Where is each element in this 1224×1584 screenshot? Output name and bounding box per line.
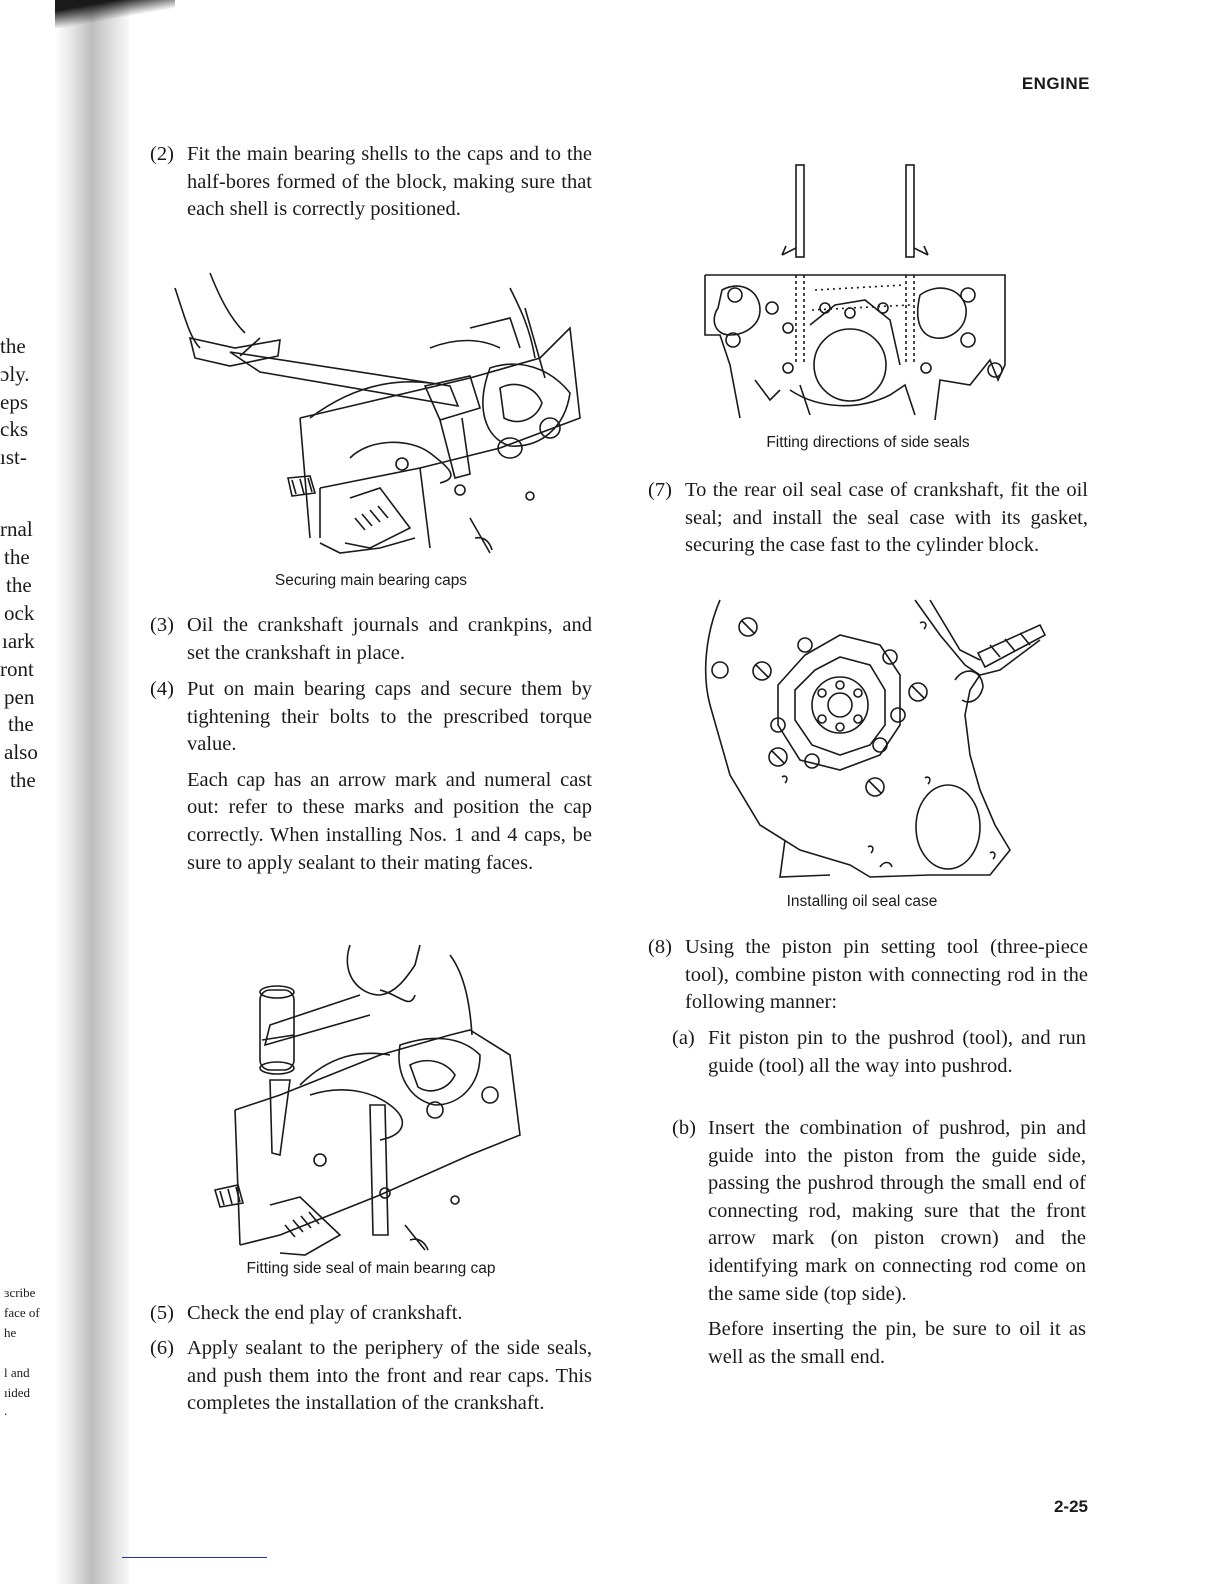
figure-caption: Fitting directions of side seals	[766, 434, 970, 451]
step-note: Before inserting the pin, be sure to oil it as well as the small end.	[708, 1318, 1086, 1368]
step-number: (3)	[150, 614, 174, 636]
bleed-word: ɜcribe	[4, 1285, 36, 1300]
bleed-word: the	[8, 712, 34, 736]
step-8a	[672, 1025, 1086, 1080]
step-6	[150, 1335, 592, 1418]
step-number: (4)	[150, 678, 174, 700]
figure-caption: Fitting side seal of main bearıng cap	[246, 1260, 496, 1277]
step-text: To the rear oil seal case of crankshaft, fit the oil seal; and install the seal case with its gasket, securing the case fast to the cylinder block.	[685, 479, 1088, 557]
bleed-word: ıided	[4, 1385, 30, 1400]
step-3	[150, 612, 592, 667]
figure-caption: Installing oil seal case	[786, 893, 938, 910]
step-text: Fit the main bearing shells to the caps and to the half-bores formed of the block, making sure that each shell is correctly positioned.	[187, 143, 592, 221]
footer-rule	[122, 1557, 267, 1558]
bleed-word: the	[0, 334, 26, 358]
bleed-word: cks	[0, 417, 28, 441]
wrench-on-bearing-cap-illustration	[170, 268, 590, 568]
step-text: Oil the crankshaft journals and crankpins, and set the crankshaft in place.	[187, 614, 592, 664]
step-7	[648, 477, 1088, 560]
bleed-word: the	[10, 768, 36, 792]
bleed-word: ock	[4, 601, 35, 625]
step-text: Fit piston pin to the pushrod (tool), and run guide (tool) all the way into pushrod.	[708, 1027, 1086, 1077]
step-text: Using the piston pin setting tool (three-piece tool), combine piston with connecting rod in the following manner:	[685, 936, 1088, 1014]
section-header: ENGINE	[1021, 74, 1090, 93]
page-number: 2-25	[1053, 1497, 1088, 1516]
bleed-word: the	[6, 573, 32, 597]
bleed-word: the	[4, 545, 30, 569]
bleed-word: he	[4, 1325, 17, 1340]
hammer-on-side-seal-illustration	[210, 935, 530, 1260]
step-number: (5)	[150, 1302, 174, 1324]
figure-caption: Securing main bearing caps	[274, 572, 468, 589]
step-5	[150, 1300, 592, 1328]
bleed-word: rnal	[0, 517, 33, 541]
side-seal-direction-diagram	[700, 160, 1020, 425]
fig-side-seal-directions	[700, 160, 1020, 425]
step-text: Put on main bearing caps and secure them by tightening their bolts to the prescribed torque value.	[187, 678, 592, 756]
step-text: Insert the combination of pushrod, pin and guide into the piston from the guide side, passing the pushrod through the small end of connecting rod, making sure that the front arrow mark (on piston crown) and the identifying mark on connecting rod come on the same side (top side).	[708, 1117, 1086, 1305]
step-number: (b)	[672, 1117, 696, 1139]
step-8	[648, 934, 1088, 1017]
step-number: (2)	[150, 143, 174, 165]
bleed-word: l and	[4, 1365, 30, 1380]
bleed-word: also	[4, 740, 38, 764]
step-number: (7)	[648, 479, 672, 501]
step-4	[150, 676, 592, 877]
step-2	[150, 141, 592, 224]
fig-fitting-side-seal	[210, 935, 530, 1260]
bleed-word: face of	[4, 1305, 40, 1320]
fig-installing-oil-seal-case	[700, 595, 1050, 885]
step-note: Each cap has an arrow mark and numeral cast out: refer to these marks and position the cap correctly. When installing Nos. 1 and 4 caps, be sure to apply sealant to their mating faces.	[187, 768, 592, 874]
fig-securing-main-bearing-caps	[170, 268, 590, 568]
oil-seal-case-illustration	[700, 595, 1050, 885]
step-number: (a)	[672, 1027, 695, 1049]
bleed-word: ront	[0, 657, 34, 681]
step-text: Apply sealant to the periphery of the side seals, and push them into the front and rear caps. This completes the installation of the crankshaft.	[187, 1337, 592, 1415]
step-8b	[672, 1115, 1086, 1371]
bleed-word: pen	[4, 685, 35, 709]
bleed-word: .	[4, 1403, 8, 1418]
step-text: Check the end play of crankshaft.	[187, 1302, 463, 1324]
left-page-bleed	[0, 0, 90, 1584]
step-number: (8)	[648, 936, 672, 958]
bleed-word: eps	[0, 390, 28, 414]
bleed-word: ıark	[2, 629, 35, 653]
bleed-word: ɔly.	[0, 362, 30, 386]
bleed-word: ıst-	[0, 445, 27, 469]
step-number: (6)	[150, 1337, 174, 1359]
